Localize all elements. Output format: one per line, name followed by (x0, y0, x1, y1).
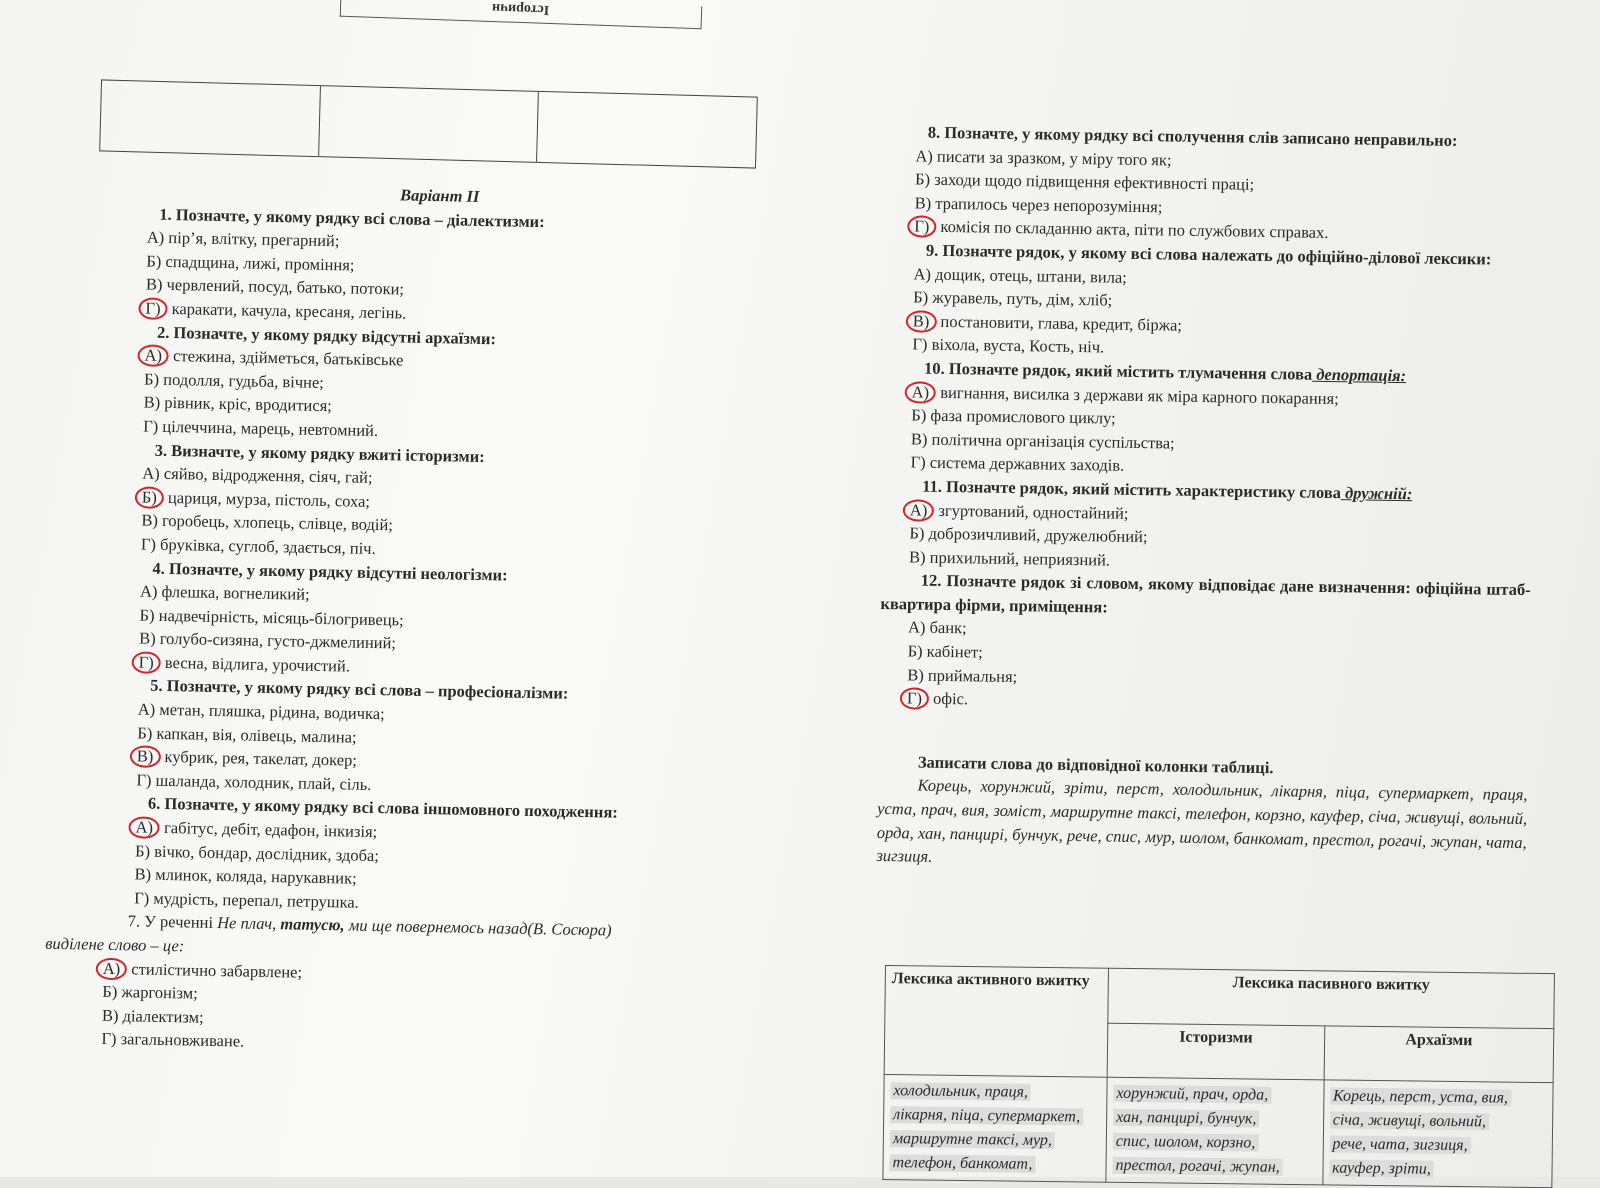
answer-text: жаргонізм; (117, 982, 198, 1003)
answer-letter: А) (913, 263, 932, 284)
active-line (890, 1103, 1100, 1130)
active-line-text: холодильник, праця, (890, 1082, 1031, 1101)
answer-letter: В) (914, 193, 932, 213)
archaism-line (1330, 1084, 1547, 1111)
answer-letter: В) (907, 665, 924, 685)
left-column (45, 178, 760, 1063)
question-block (879, 568, 1531, 720)
question-text: 2. Позначте, у якому рядку відсутні архаїзми: (156, 322, 497, 348)
answer-text: прихильний, неприязний. (925, 547, 1111, 570)
header-passive: Лексика пасивного вжитку (1108, 968, 1555, 1028)
answer-text: млинок, коляда, нарукавник; (150, 864, 357, 888)
answer-text: мудрість, перепал, петрушка. (149, 888, 359, 912)
historism-line-text: престол, рогачі, жупан, (1112, 1157, 1282, 1176)
answer-text: весна, відлига, урочистий. (160, 652, 351, 676)
question-text: 3. Визначте, у якому рядку вжиті історизми: (154, 440, 485, 466)
question-block (881, 474, 1532, 579)
question-text: 1. Позначте, у якому рядку всі слова – діалектизми: (159, 204, 545, 231)
answer-text: рівник, кріс, вродитися; (160, 393, 333, 416)
answer-text: шаланда, холодник, плай, сіль. (151, 770, 372, 794)
circled-answer-letter: Г) (907, 216, 936, 238)
active-line (889, 1151, 1099, 1178)
answer-text: віхола, вуста, Кость, ніч. (927, 334, 1105, 357)
historism-line-text: хан, панцирі, бунчук, (1113, 1109, 1260, 1128)
answer-letter: Г) (140, 534, 157, 554)
question-text: 12. Позначте рядок зі словом, якому відповідає дане визначення: офіційна штаб-квартира фірми, приміщення: (880, 570, 1531, 617)
answer-text: заходи щодо підвищення ефективності праці; (929, 169, 1255, 194)
answer-letter: Б) (143, 369, 160, 389)
archaism-line (1329, 1156, 1546, 1183)
historism-line (1113, 1106, 1317, 1132)
circled-answer-letter: Г) (131, 651, 160, 674)
question-text: 6. Позначте, у якому рядку всі слова іншомовного походження: (147, 794, 619, 823)
answer-letter: Б) (914, 169, 931, 189)
question-text: 11. Позначте рядок, який містить характеристику слова дружній: (922, 476, 1413, 504)
task-title: Записати слова до відповідної колонки таблиці. (917, 752, 1274, 777)
answer-text: трапилось через непорозуміння; (931, 193, 1163, 217)
answer-text: бруківка, суглоб, здається, піч. (155, 534, 376, 558)
circled-answer-letter: А) (128, 816, 160, 839)
circled-answer-letter: В) (130, 746, 161, 769)
answer-letter: Б) (913, 287, 929, 307)
answer-text: журавель, путь, дім, хліб; (928, 287, 1113, 310)
header-cell (100, 80, 320, 156)
archaism-line-text: кауфер, зріти, (1329, 1159, 1434, 1177)
top-stamp-text: Історичн (492, 0, 550, 17)
historism-line-text: спис, шолом, корзно, (1113, 1133, 1259, 1152)
answer-letter: Г) (910, 452, 926, 472)
q7-sentence-a: Не плач, (217, 913, 277, 934)
archaism-line-text: рече, чата, зигзиця, (1329, 1135, 1470, 1154)
question-block (110, 555, 752, 685)
historism-line-text: хорунжий, прач, орда, (1113, 1085, 1271, 1104)
answer-text: кабінет; (922, 641, 983, 662)
answer-letter: А) (146, 227, 165, 248)
header-historisms: Історизми (1107, 1023, 1324, 1080)
answer-letter: А) (915, 146, 934, 166)
archaism-line-text: січа, живущі, вольний, (1330, 1111, 1489, 1130)
answer-text: кубрик, рея, такелат, докер; (160, 747, 358, 770)
answer-text: пір’я, влітку, прегарний; (164, 228, 340, 251)
task-words (876, 773, 1527, 878)
answer-text: діалектизм; (118, 1005, 204, 1027)
answer-text: стилістично забарвлене; (127, 958, 303, 982)
answer-text: надвечірність, місяць-білогривець; (154, 605, 404, 630)
answer-text: фаза промислового циклу; (926, 405, 1116, 428)
top-stamp-edge (340, 0, 703, 29)
question-text: 5. Позначте, у якому рядку всі слова – професіоналізми: (150, 676, 569, 704)
answer-letter: Г) (134, 888, 150, 908)
answer-text: метан, пляшка, рідина, водичка; (155, 699, 385, 724)
cell-archaism-words (1322, 1080, 1553, 1188)
answer-text: цілеччина, марець, невтомний. (158, 416, 379, 440)
answer-letter: В) (141, 510, 159, 531)
answer-letter: Г) (101, 1029, 117, 1049)
answer-letter: Б) (139, 605, 155, 625)
task-words-text: Корець, хорунжий, зріти, перст, холодильник, лікарня, піца, супермаркет, праця, уста, прач, вия, зоміст, маршрутне таксі, телефон, корзно, кауфер, січа, живущі, вольний, орда, хан, панцирі, бунчук, рече, спис, мур, шолом, банкомат, престол, рогачі, жупан, чата, зигзиця. (876, 775, 1528, 867)
answer-letter: А) (907, 617, 926, 638)
q7-highlighted-word: татусю, (280, 914, 345, 935)
active-line-text: лікарня, піца, супермаркет, (890, 1106, 1083, 1125)
historism-line (1112, 1154, 1316, 1180)
archaism-line (1329, 1132, 1546, 1159)
active-line (890, 1127, 1100, 1154)
q7-sentence-c: ми ще повернемось назад(В. Сосюра) (348, 915, 612, 940)
question-keyword: дружній: (1340, 483, 1413, 504)
circled-answer-letter: А) (96, 957, 128, 980)
answer-text: політична організація суспільства; (927, 429, 1175, 453)
circled-answer-letter: А) (137, 345, 169, 368)
answer-text: офіс. (928, 688, 969, 709)
question-block (884, 238, 1536, 366)
answer-text: габітус, дебіт, едафон, інкизія; (159, 817, 378, 842)
question-keyword: депортація: (1312, 364, 1407, 386)
answer-text: загальновживане. (116, 1029, 245, 1051)
circled-answer-letter: Б) (135, 486, 164, 509)
answer-letter: В) (145, 274, 163, 295)
answer-text: вічко, бондар, дослідник, здоба; (149, 841, 380, 865)
answer-letter: Б) (146, 251, 162, 271)
answer-text: червлений, посуд, батько, потоки; (162, 275, 405, 299)
answer-text: подолля, гудьба, вічне; (158, 369, 325, 392)
answer-letter: Б) (909, 523, 925, 543)
historism-line (1113, 1130, 1317, 1156)
question-text: 10. Позначте рядок, який містить тлумачення слова депортація: (923, 358, 1407, 386)
answer-text: приймальня; (923, 665, 1018, 686)
answer-letter: Б) (102, 982, 118, 1002)
archaism-line (1330, 1108, 1547, 1135)
q7-lead: 7. У реченні (127, 911, 214, 933)
answer-letter: В) (143, 392, 161, 413)
answer-text: вигнання, висилка з держави як міра карного покарання; (936, 382, 1339, 408)
q7-options (73, 956, 745, 1063)
header-cell (319, 86, 539, 162)
header-archaisms: Архаїзми (1324, 1025, 1554, 1082)
answer-text: доброзичливий, дружелюбний; (924, 523, 1148, 547)
header-grid (99, 79, 758, 168)
question-block (117, 202, 759, 332)
answer-letter: Б) (137, 723, 153, 743)
answer-letter: А) (137, 699, 156, 719)
active-line-text: маршрутне таксі, мур, (890, 1130, 1055, 1149)
answer-letter: В) (908, 547, 926, 567)
answer-letter: Г) (912, 334, 928, 354)
answer-text: комісія по складанню акта, піти по службових справах. (936, 217, 1329, 243)
question-block (106, 791, 748, 921)
right-questions (879, 120, 1538, 720)
question-block (882, 356, 1534, 484)
answer-letter: Г) (143, 416, 159, 436)
lexicon-table (882, 965, 1555, 1188)
answer-text: сяйво, відродження, сіяч, гай; (159, 463, 373, 488)
answer-text: система державних заходів. (925, 452, 1125, 476)
answer-text: капкан, вія, олівець, малина; (152, 723, 357, 747)
answer-text: спадщина, лижі, проміння; (161, 251, 355, 275)
answer-text: постановити, глава, кредит, біржа; (936, 311, 1183, 335)
variant-title: Варіант II (399, 185, 480, 206)
answer-letter: В) (910, 429, 928, 449)
question-text: 4. Позначте, у якому рядку відсутні неологізми: (152, 558, 508, 585)
circled-answer-letter: Г) (900, 688, 929, 710)
right-column (876, 120, 1538, 878)
historism-line (1113, 1082, 1317, 1108)
active-line-text: телефон, банкомат, (889, 1154, 1035, 1173)
question-block (113, 437, 755, 567)
answer-text: каракати, качула, кресаня, легінь. (167, 298, 407, 323)
cell-historism-words (1106, 1077, 1324, 1185)
active-line (890, 1079, 1100, 1106)
archaism-line-text: Корець, перст, уста, вия, (1330, 1087, 1511, 1106)
answer-letter: Б) (907, 641, 923, 661)
circled-answer-letter: В) (906, 310, 937, 332)
answer-letter: Б) (134, 841, 151, 861)
answer-letter: В) (101, 1005, 119, 1025)
answer-letter: Б) (911, 405, 927, 425)
q7-tail: виділене слово – це: (45, 933, 185, 956)
question-block (115, 320, 757, 450)
answer-text: дощик, отець, штани, вила; (930, 264, 1127, 287)
question-block (108, 673, 750, 803)
circled-answer-letter: А) (905, 381, 937, 403)
answer-letter: В) (134, 864, 152, 884)
answer-text: писати за зразком, у міру того як; (932, 146, 1172, 170)
answer-text: голубо-сизяна, густо-джмелиний; (155, 629, 397, 653)
answer-letter: А) (139, 581, 158, 601)
answer-text: флешка, вогнеликий; (157, 581, 310, 604)
header-active: Лексика активного вжитку (884, 966, 1108, 1078)
question-7 (45, 909, 746, 1063)
question-text: 8. Позначте, у якому рядку всі сполучення слів записано неправильно: (927, 122, 1458, 150)
answer-text: цариця, мурза, пістоль, соха; (163, 487, 371, 511)
circled-answer-letter: А) (903, 499, 935, 521)
question-block (886, 120, 1538, 248)
answer-letter: В) (138, 628, 156, 649)
answer-letter: Г) (136, 770, 152, 790)
left-questions (106, 202, 759, 922)
question-text: 9. Позначте рядок, у якому всі слова належать до офіційно-ділової лексики: (925, 240, 1492, 269)
cell-active-words (883, 1074, 1107, 1182)
answer-letter: А) (142, 463, 160, 483)
circled-answer-letter: Г) (138, 297, 167, 320)
answer-text: згуртований, одностайний; (934, 500, 1129, 523)
answer-text: горобець, хлопець, слівце, водій; (157, 511, 394, 535)
answer-text: стежина, здійметься, батьківське (168, 346, 404, 370)
answer-text: банк; (925, 618, 967, 638)
header-cell (537, 92, 756, 168)
